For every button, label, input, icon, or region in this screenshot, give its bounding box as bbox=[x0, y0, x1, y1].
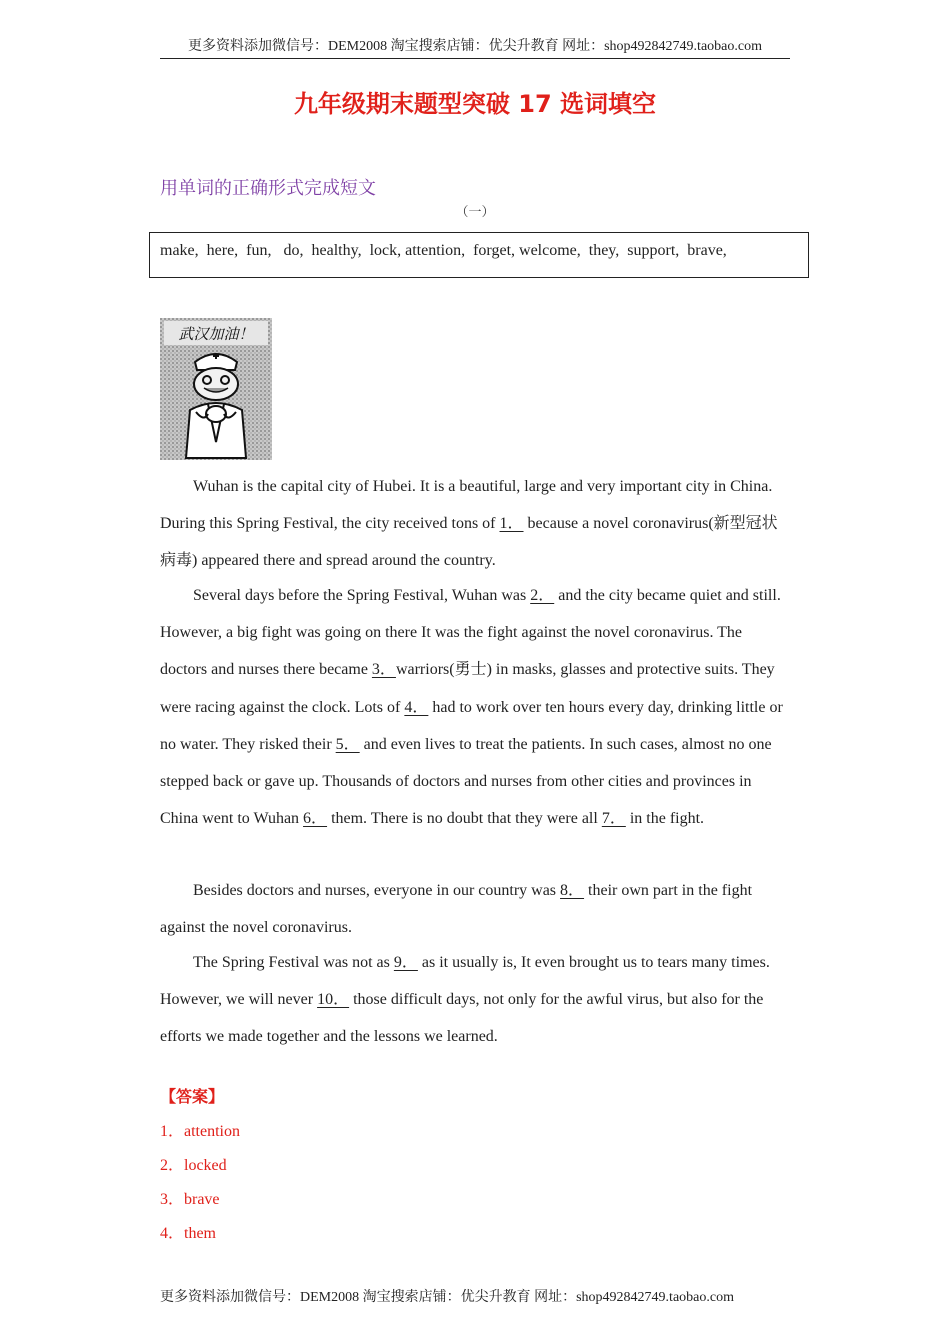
answer-item: 1．attention bbox=[160, 1123, 240, 1140]
word-bank: make, here, fun, do, healthy, lock, attention, forget, welcome, they, support, brave, bbox=[149, 232, 809, 278]
blank-5: 5． bbox=[335, 735, 360, 753]
answer-item: 3．brave bbox=[160, 1191, 220, 1208]
blank-1: 1． bbox=[499, 515, 524, 533]
blank-10: 10． bbox=[317, 991, 350, 1009]
page-header: 更多资料添加微信号：DEM2008 淘宝搜索店铺：优尖升教育 网址：shop492842749.taobao.com bbox=[160, 38, 790, 59]
blank-8: 8． bbox=[560, 882, 585, 899]
blank-2: 2． bbox=[530, 587, 555, 604]
blank-6: 6． bbox=[303, 810, 328, 828]
passage-paragraph-4: The Spring Festival was not as 9． as it usually is, It even brought us to tears many times. However, we will never 10． those difficult days, not only for the awful virus, but also for the efforts we made together and the lessons we learned. bbox=[160, 954, 770, 1046]
passage-paragraph-2: Several days before the Spring Festival, Wuhan was 2． and the city became quiet and still. However, a big fight was going on there It was the fight against the novel coronavirus. The doctors and nurses there became 3．warriors(勇士) in masks, glasses and protective suits. They were racing against the clock. Lots of 4． had to work over ten hours every day, drinking little or no water. They risked their 5． and even lives to treat the patients. In such cases, almost no one stepped back or gave up. Thousands of doctors and nurses from other cities and provinces in China went to Wuhan 6． them. There is no doubt that they were all 7． in the fight. bbox=[160, 587, 783, 828]
part-label: （一） bbox=[455, 204, 495, 219]
blank-9: 9． bbox=[393, 954, 418, 971]
illustration-caption: 武汉加油！ bbox=[178, 325, 254, 343]
answer-heading: 【答案】 bbox=[160, 1087, 225, 1106]
blank-3: 3． bbox=[371, 661, 396, 679]
blank-4: 4． bbox=[404, 698, 429, 716]
answer-item: 4．them bbox=[160, 1225, 216, 1242]
nurse-illustration bbox=[160, 318, 272, 460]
section-subtitle: 用单词的正确形式完成短文 bbox=[160, 178, 376, 199]
answer-item: 2．locked bbox=[160, 1157, 227, 1174]
page-title: 九年级期末题型突破 17 选词填空 bbox=[293, 90, 657, 118]
answer-list bbox=[160, 1115, 240, 1251]
passage-paragraph-3: Besides doctors and nurses, everyone in our country was 8． their own part in the fight against the novel coronavirus. bbox=[160, 882, 753, 937]
blank-7: 7． bbox=[601, 810, 626, 828]
passage-paragraph-1: Wuhan is the capital city of Hubei. It is a beautiful, large and very important city in China. During this Spring Festival, the city received tons of 1． because a novel coronavirus(新型冠状病毒) appeared there and spread around the country. bbox=[160, 478, 778, 570]
page-footer: 更多资料添加微信号：DEM2008 淘宝搜索店铺：优尖升教育 网址：shop492842749.taobao.com bbox=[160, 1290, 734, 1305]
